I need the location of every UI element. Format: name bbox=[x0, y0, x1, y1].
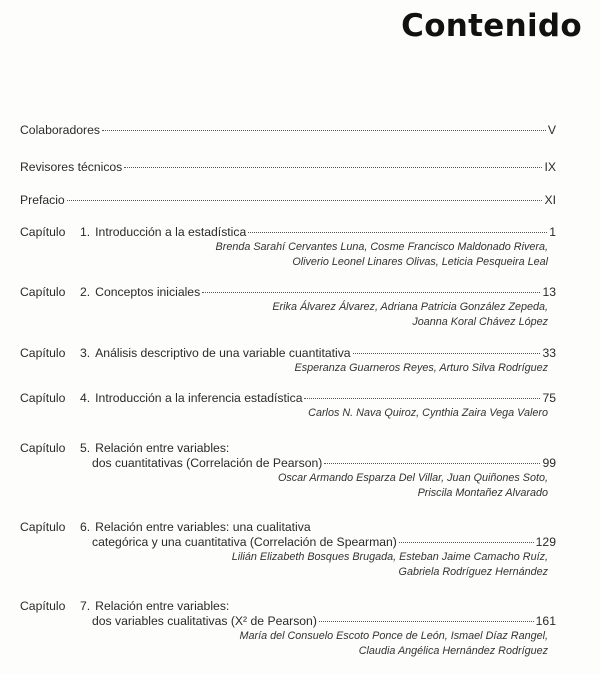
toc-entry-prefacio[interactable] bbox=[20, 193, 556, 208]
chapter-number: 6. bbox=[80, 520, 91, 534]
chapter-page: 129 bbox=[535, 535, 556, 549]
toc-chapter-7-cont[interactable] bbox=[20, 614, 556, 629]
toc-chapter-7[interactable] bbox=[20, 599, 556, 614]
chapter-word: Capítulo bbox=[20, 520, 66, 534]
chapter-number: 5. bbox=[80, 441, 91, 455]
dot-leader bbox=[399, 542, 534, 543]
entry-label: Revisores técnicos bbox=[20, 160, 123, 174]
chapter-page: 13 bbox=[542, 285, 556, 299]
dot-leader bbox=[124, 167, 542, 168]
entry-page: XI bbox=[544, 193, 556, 207]
toc-chapter-5[interactable] bbox=[20, 441, 556, 456]
chapter-title: Conceptos iniciales bbox=[95, 285, 201, 299]
toc-chapter-5-cont[interactable] bbox=[20, 456, 556, 471]
chapter-authors: Brenda Sarahí Cervantes Luna, Cosme Francisco Maldonado Rivera, bbox=[215, 241, 548, 253]
entry-page: V bbox=[547, 123, 556, 137]
chapter-title: Análisis descriptivo de una variable cuantitativa bbox=[95, 346, 351, 360]
chapter-word: Capítulo bbox=[20, 441, 66, 455]
chapter-authors: Joanna Koral Chávez López bbox=[412, 316, 548, 328]
chapter-word: Capítulo bbox=[20, 225, 66, 239]
dot-leader bbox=[304, 398, 540, 399]
toc-entry-colaboradores[interactable] bbox=[20, 123, 556, 138]
toc-chapter-4[interactable] bbox=[20, 391, 556, 406]
chapter-authors: Gabriela Rodríguez Hernández bbox=[398, 566, 548, 578]
chapter-authors: María del Consuelo Escoto Ponce de León, Ismael Díaz Rangel, bbox=[239, 630, 548, 642]
chapter-authors: Oliverio Leonel Linares Olivas, Leticia Pesqueira Leal bbox=[292, 256, 548, 268]
chapter-word: Capítulo bbox=[20, 285, 66, 299]
dot-leader bbox=[353, 353, 541, 354]
chapter-number: 7. bbox=[80, 599, 91, 613]
chapter-authors: Oscar Armando Esparza Del Villar, Juan Quiñones Soto, bbox=[277, 472, 548, 484]
chapter-page: 99 bbox=[542, 456, 556, 470]
dot-leader bbox=[248, 232, 547, 233]
toc-chapter-1[interactable] bbox=[20, 225, 556, 240]
chapter-word: Capítulo bbox=[20, 346, 66, 360]
chapter-title: Introducción a la inferencia estadística bbox=[95, 391, 303, 405]
entry-label: Colaboradores bbox=[20, 123, 100, 137]
chapter-page: 161 bbox=[535, 614, 556, 628]
toc-chapter-6[interactable] bbox=[20, 520, 556, 535]
chapter-page: 75 bbox=[542, 391, 556, 405]
chapter-number: 3. bbox=[80, 346, 91, 360]
chapter-word: Capítulo bbox=[20, 599, 66, 613]
chapter-title: dos variables cualitativas (X² de Pearson) bbox=[92, 614, 317, 628]
chapter-number: 1. bbox=[80, 225, 91, 239]
dot-leader bbox=[202, 292, 540, 293]
chapter-title: dos cuantitativas (Correlación de Pearson) bbox=[92, 456, 323, 470]
chapter-authors: Lilián Elizabeth Bosques Brugada, Esteban Jaime Camacho Ruíz, bbox=[231, 551, 548, 563]
dot-leader bbox=[102, 130, 546, 131]
chapter-authors: Esperanza Guarneros Reyes, Arturo Silva Rodríguez bbox=[294, 362, 548, 374]
chapter-authors: Erika Álvarez Álvarez, Adriana Patricia González Zepeda, bbox=[272, 301, 548, 313]
chapter-title: categórica y una cuantitativa (Correlación de Spearman) bbox=[92, 535, 397, 549]
chapter-number: 2. bbox=[80, 285, 91, 299]
entry-page: IX bbox=[544, 160, 556, 174]
chapter-page: 1 bbox=[549, 225, 556, 239]
chapter-title: Relación entre variables: una cualitativa bbox=[95, 520, 311, 534]
toc-chapter-6-cont[interactable] bbox=[20, 535, 556, 550]
entry-label: Prefacio bbox=[20, 193, 65, 207]
chapter-authors: Carlos N. Nava Quiroz, Cynthia Zaira Vega Valero bbox=[308, 407, 548, 419]
toc-entry-revisores[interactable] bbox=[20, 160, 556, 175]
page-title: Contenido bbox=[401, 8, 582, 44]
chapter-title: Relación entre variables: bbox=[95, 599, 230, 613]
toc-chapter-2[interactable] bbox=[20, 285, 556, 300]
dot-leader bbox=[67, 200, 543, 201]
chapter-word: Capítulo bbox=[20, 391, 66, 405]
chapter-title: Relación entre variables: bbox=[95, 441, 230, 455]
chapter-authors: Claudia Angélica Hernández Rodríguez bbox=[358, 645, 548, 657]
dot-leader bbox=[324, 463, 540, 464]
toc-chapter-3[interactable] bbox=[20, 346, 556, 361]
chapter-page: 33 bbox=[542, 346, 556, 360]
dot-leader bbox=[319, 621, 534, 622]
chapter-number: 4. bbox=[80, 391, 91, 405]
chapter-title: Introducción a la estadística bbox=[95, 225, 247, 239]
chapter-authors: Priscila Montañez Alvarado bbox=[417, 487, 548, 499]
